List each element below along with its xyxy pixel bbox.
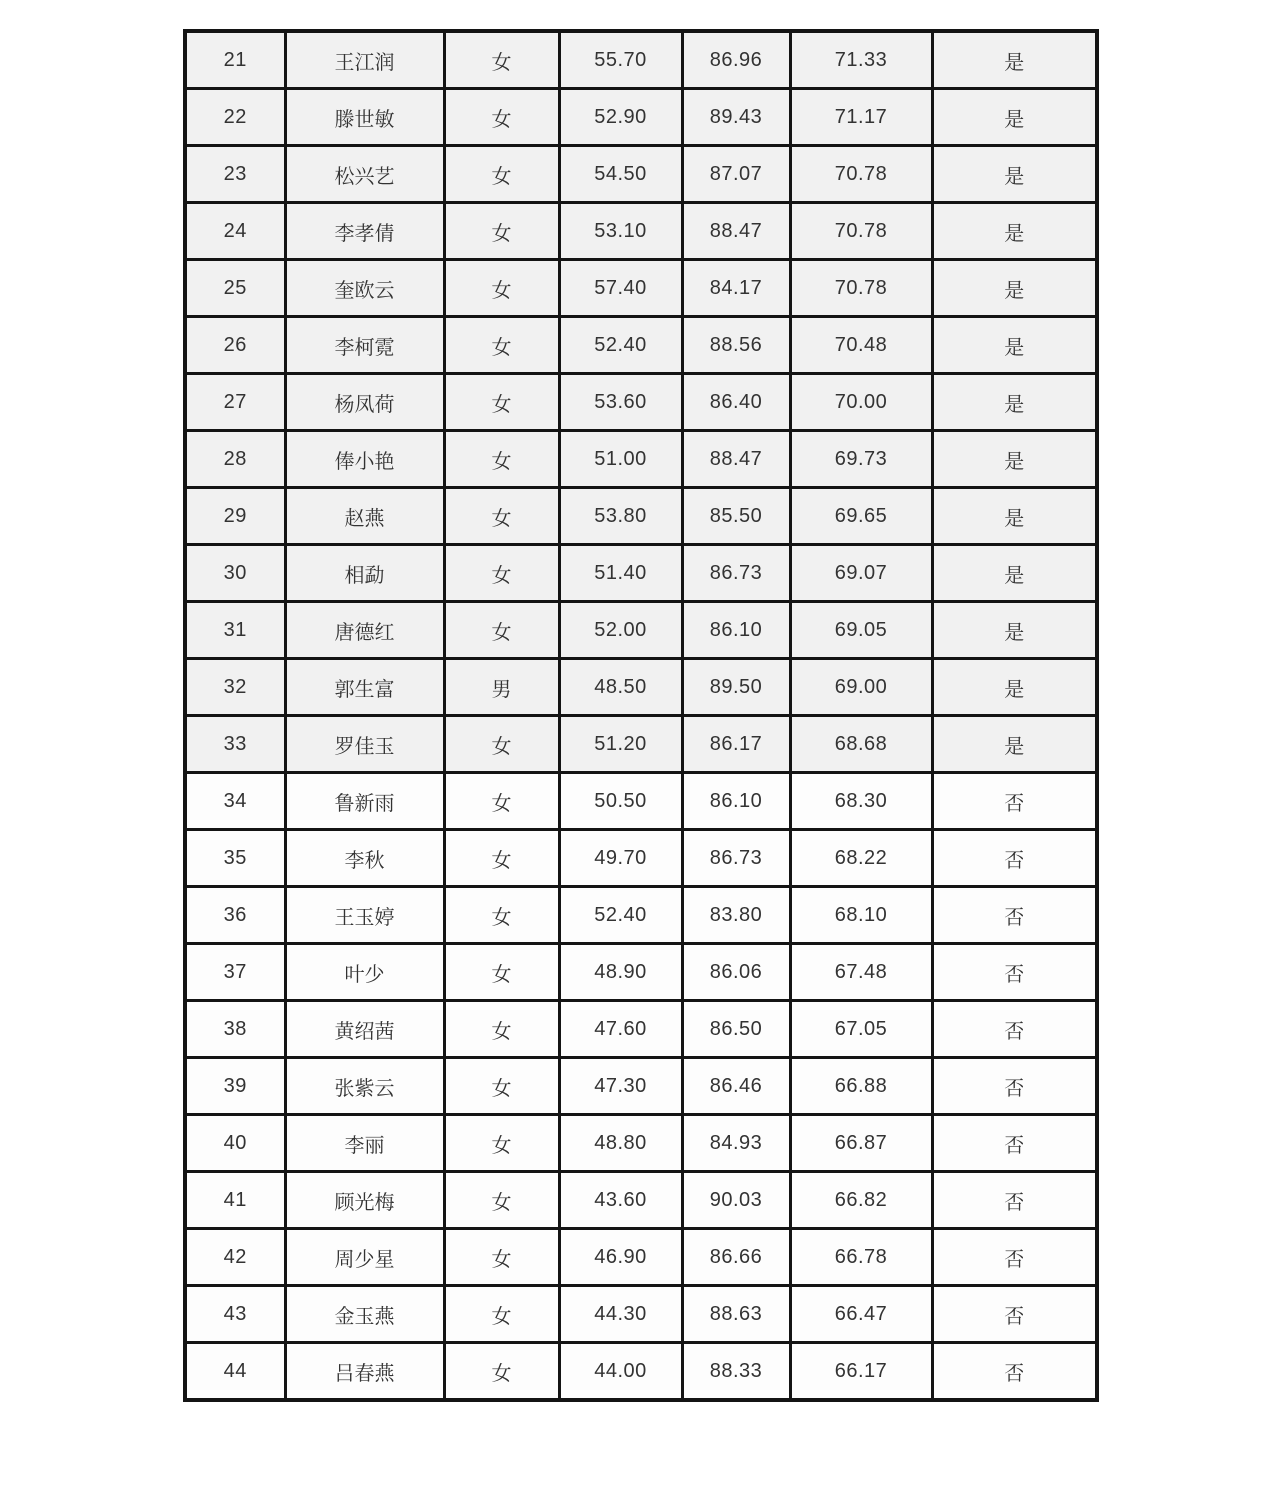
cell-name: 李孝倩 [285,203,444,260]
cell-score-2: 87.07 [682,146,790,203]
cell-qualified-flag: 是 [932,602,1097,659]
cell-gender: 女 [444,431,559,488]
cell-score-2: 86.50 [682,1001,790,1058]
cell-score-1: 52.00 [559,602,682,659]
cell-score-1: 44.00 [559,1343,682,1401]
cell-rank: 38 [185,1001,285,1058]
cell-name: 王江润 [285,31,444,89]
cell-gender: 女 [444,203,559,260]
cell-name: 李柯霓 [285,317,444,374]
cell-qualified-flag: 否 [932,1343,1097,1401]
cell-score-1: 51.00 [559,431,682,488]
cell-score-1: 50.50 [559,773,682,830]
cell-name: 奎欧云 [285,260,444,317]
cell-score-1: 53.80 [559,488,682,545]
cell-rank: 22 [185,89,285,146]
cell-name: 松兴艺 [285,146,444,203]
cell-rank: 30 [185,545,285,602]
cell-score-1: 57.40 [559,260,682,317]
table-row [185,602,1097,659]
cell-qualified-flag: 否 [932,773,1097,830]
cell-score-1: 52.40 [559,887,682,944]
cell-score-1: 43.60 [559,1172,682,1229]
cell-gender: 女 [444,1172,559,1229]
cell-rank: 42 [185,1229,285,1286]
cell-score-2: 88.33 [682,1343,790,1401]
cell-gender: 女 [444,89,559,146]
cell-rank: 39 [185,1058,285,1115]
cell-total-score: 66.82 [790,1172,932,1229]
cell-qualified-flag: 是 [932,545,1097,602]
cell-score-1: 53.60 [559,374,682,431]
cell-total-score: 69.00 [790,659,932,716]
cell-name: 吕春燕 [285,1343,444,1401]
cell-total-score: 70.78 [790,260,932,317]
cell-name: 罗佳玉 [285,716,444,773]
cell-gender: 女 [444,488,559,545]
cell-total-score: 66.47 [790,1286,932,1343]
cell-score-2: 86.73 [682,830,790,887]
cell-gender: 男 [444,659,559,716]
cell-total-score: 68.30 [790,773,932,830]
cell-gender: 女 [444,545,559,602]
cell-gender: 女 [444,1001,559,1058]
cell-qualified-flag: 是 [932,374,1097,431]
cell-score-2: 88.56 [682,317,790,374]
cell-score-2: 83.80 [682,887,790,944]
table-row [185,317,1097,374]
table-row [185,260,1097,317]
cell-rank: 31 [185,602,285,659]
cell-qualified-flag: 是 [932,317,1097,374]
cell-score-2: 86.66 [682,1229,790,1286]
cell-total-score: 66.78 [790,1229,932,1286]
cell-qualified-flag: 是 [932,203,1097,260]
table-row [185,488,1097,545]
cell-score-2: 89.43 [682,89,790,146]
cell-score-1: 51.40 [559,545,682,602]
cell-score-2: 86.10 [682,773,790,830]
cell-name: 黄绍茜 [285,1001,444,1058]
cell-qualified-flag: 否 [932,1115,1097,1172]
cell-rank: 28 [185,431,285,488]
cell-total-score: 69.07 [790,545,932,602]
table-row [185,1229,1097,1286]
cell-total-score: 69.65 [790,488,932,545]
cell-qualified-flag: 是 [932,31,1097,89]
cell-score-1: 46.90 [559,1229,682,1286]
table-row [185,716,1097,773]
cell-total-score: 68.10 [790,887,932,944]
cell-total-score: 70.00 [790,374,932,431]
cell-name: 滕世敏 [285,89,444,146]
cell-score-2: 84.17 [682,260,790,317]
cell-rank: 32 [185,659,285,716]
table-row [185,1058,1097,1115]
cell-gender: 女 [444,944,559,1001]
cell-qualified-flag: 否 [932,1286,1097,1343]
cell-qualified-flag: 是 [932,89,1097,146]
cell-gender: 女 [444,1286,559,1343]
cell-rank: 43 [185,1286,285,1343]
cell-gender: 女 [444,1115,559,1172]
cell-score-1: 47.60 [559,1001,682,1058]
cell-rank: 29 [185,488,285,545]
cell-score-1: 48.50 [559,659,682,716]
cell-qualified-flag: 否 [932,830,1097,887]
cell-total-score: 69.05 [790,602,932,659]
table-row [185,374,1097,431]
cell-rank: 41 [185,1172,285,1229]
cell-gender: 女 [444,773,559,830]
table-row [185,545,1097,602]
cell-name: 鲁新雨 [285,773,444,830]
cell-name: 郭生富 [285,659,444,716]
cell-total-score: 70.78 [790,146,932,203]
table-row [185,830,1097,887]
cell-qualified-flag: 是 [932,260,1097,317]
cell-name: 金玉燕 [285,1286,444,1343]
table-row [185,1343,1097,1401]
table-row [185,944,1097,1001]
cell-rank: 35 [185,830,285,887]
cell-total-score: 71.17 [790,89,932,146]
cell-rank: 33 [185,716,285,773]
cell-total-score: 66.88 [790,1058,932,1115]
cell-total-score: 66.87 [790,1115,932,1172]
table-row [185,1172,1097,1229]
cell-total-score: 70.48 [790,317,932,374]
cell-gender: 女 [444,887,559,944]
cell-gender: 女 [444,1229,559,1286]
table-row [185,89,1097,146]
cell-rank: 27 [185,374,285,431]
cell-total-score: 69.73 [790,431,932,488]
cell-total-score: 67.48 [790,944,932,1001]
cell-rank: 34 [185,773,285,830]
cell-total-score: 68.22 [790,830,932,887]
cell-qualified-flag: 否 [932,944,1097,1001]
table-row [185,31,1097,89]
cell-rank: 44 [185,1343,285,1401]
cell-name: 顾光梅 [285,1172,444,1229]
cell-score-1: 53.10 [559,203,682,260]
cell-total-score: 67.05 [790,1001,932,1058]
cell-rank: 21 [185,31,285,89]
cell-score-2: 89.50 [682,659,790,716]
cell-score-2: 90.03 [682,1172,790,1229]
table-row [185,1115,1097,1172]
cell-name: 赵燕 [285,488,444,545]
cell-score-1: 49.70 [559,830,682,887]
cell-rank: 37 [185,944,285,1001]
cell-score-2: 86.40 [682,374,790,431]
table-row [185,887,1097,944]
cell-total-score: 66.17 [790,1343,932,1401]
cell-qualified-flag: 是 [932,488,1097,545]
cell-score-1: 55.70 [559,31,682,89]
cell-score-1: 54.50 [559,146,682,203]
cell-qualified-flag: 是 [932,716,1097,773]
cell-name: 叶少 [285,944,444,1001]
cell-score-1: 48.80 [559,1115,682,1172]
cell-qualified-flag: 否 [932,887,1097,944]
cell-gender: 女 [444,260,559,317]
cell-score-1: 52.40 [559,317,682,374]
cell-name: 唐德红 [285,602,444,659]
cell-score-1: 44.30 [559,1286,682,1343]
table-row [185,659,1097,716]
cell-name: 杨凤荷 [285,374,444,431]
cell-rank: 36 [185,887,285,944]
table-row [185,431,1097,488]
cell-name: 王玉婷 [285,887,444,944]
cell-rank: 26 [185,317,285,374]
cell-gender: 女 [444,602,559,659]
table-row [185,1001,1097,1058]
cell-score-2: 88.47 [682,203,790,260]
cell-score-2: 88.47 [682,431,790,488]
cell-gender: 女 [444,374,559,431]
table-row [185,203,1097,260]
cell-score-1: 52.90 [559,89,682,146]
cell-score-2: 86.17 [682,716,790,773]
table-row [185,1286,1097,1343]
cell-total-score: 70.78 [790,203,932,260]
cell-qualified-flag: 是 [932,431,1097,488]
cell-rank: 23 [185,146,285,203]
cell-name: 相勐 [285,545,444,602]
cell-rank: 25 [185,260,285,317]
cell-name: 李秋 [285,830,444,887]
cell-gender: 女 [444,146,559,203]
cell-gender: 女 [444,716,559,773]
cell-score-2: 86.73 [682,545,790,602]
cell-score-2: 88.63 [682,1286,790,1343]
cell-name: 周少星 [285,1229,444,1286]
cell-gender: 女 [444,31,559,89]
cell-qualified-flag: 否 [932,1229,1097,1286]
cell-score-2: 86.46 [682,1058,790,1115]
cell-score-2: 86.10 [682,602,790,659]
cell-qualified-flag: 是 [932,146,1097,203]
cell-score-2: 86.06 [682,944,790,1001]
cell-name: 张紫云 [285,1058,444,1115]
results-table [183,29,1099,1402]
cell-gender: 女 [444,1343,559,1401]
cell-qualified-flag: 是 [932,659,1097,716]
cell-qualified-flag: 否 [932,1058,1097,1115]
cell-qualified-flag: 否 [932,1172,1097,1229]
document-page [183,29,1095,1402]
cell-qualified-flag: 否 [932,1001,1097,1058]
cell-score-2: 84.93 [682,1115,790,1172]
cell-total-score: 71.33 [790,31,932,89]
cell-rank: 24 [185,203,285,260]
cell-gender: 女 [444,317,559,374]
cell-rank: 40 [185,1115,285,1172]
cell-name: 俸小艳 [285,431,444,488]
cell-total-score: 68.68 [790,716,932,773]
table-row [185,146,1097,203]
cell-score-1: 51.20 [559,716,682,773]
results-table-body [185,31,1097,1400]
cell-gender: 女 [444,1058,559,1115]
cell-score-1: 47.30 [559,1058,682,1115]
cell-score-1: 48.90 [559,944,682,1001]
cell-score-2: 86.96 [682,31,790,89]
cell-score-2: 85.50 [682,488,790,545]
cell-gender: 女 [444,830,559,887]
cell-name: 李丽 [285,1115,444,1172]
table-row [185,773,1097,830]
